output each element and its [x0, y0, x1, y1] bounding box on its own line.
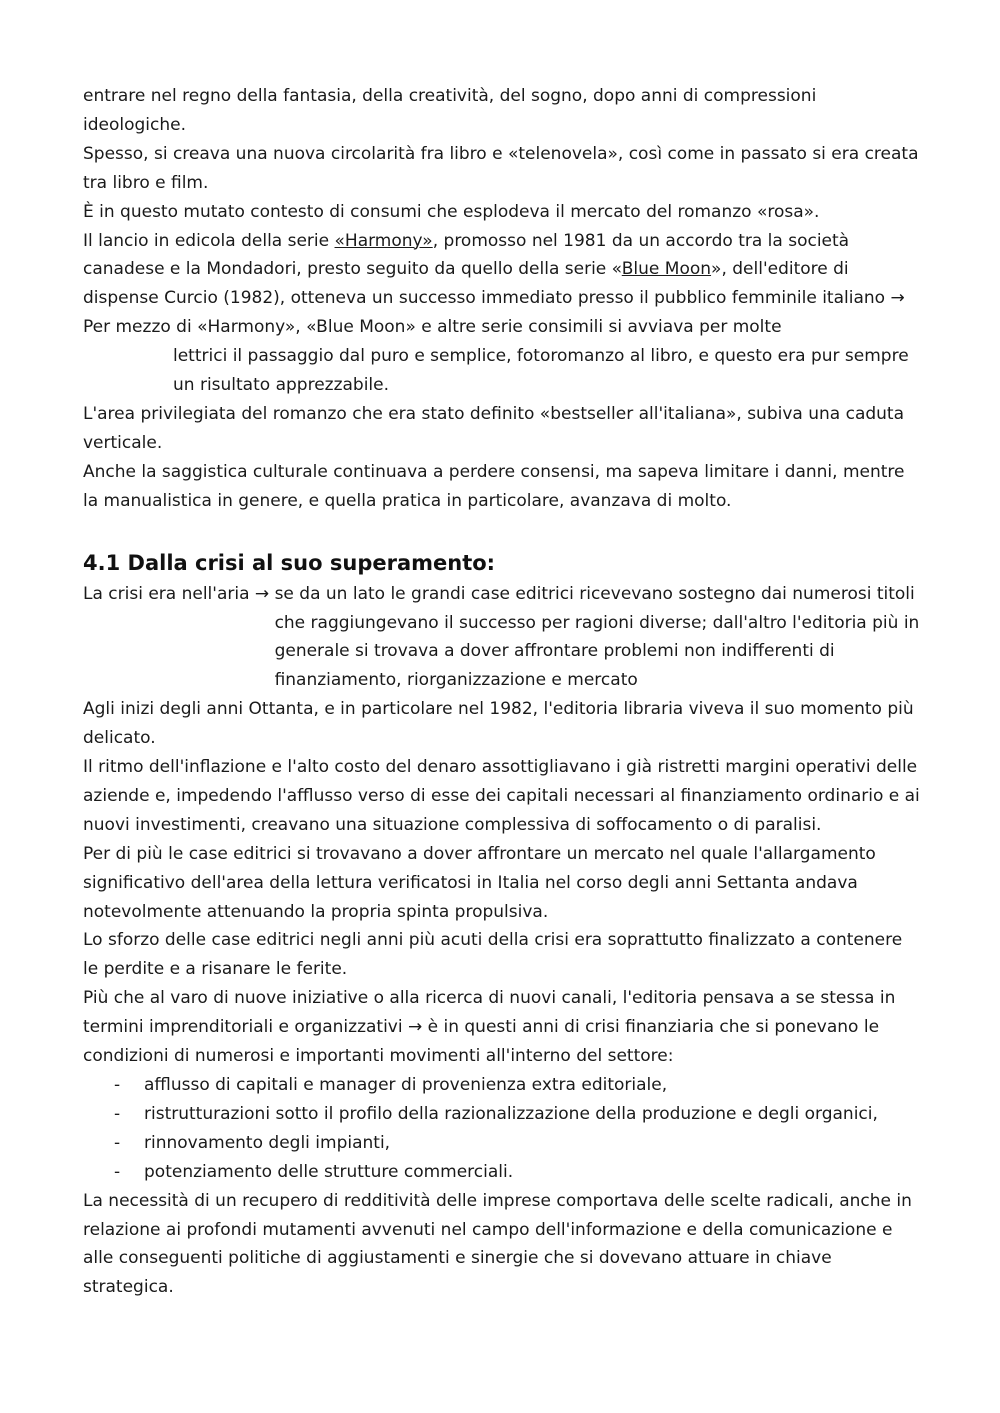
- paragraph: È in questo mutato contesto di consumi che esplodeva il mercato del romanzo «rosa».: [83, 201, 820, 222]
- text-span: , promosso nel 1981 da un accordo tra la società canadese e la Mondadori, presto seguito da quello della serie «: [83, 230, 850, 280]
- dash-bullet: -: [114, 1132, 121, 1153]
- bullet-list: [83, 1071, 920, 1187]
- text-span: Il lancio in edicola della serie: [83, 230, 335, 251]
- crisis-body: se da un lato le grandi case editrici ricevevano sostegno dai numerosi titoli che raggiungevano il successo per ragioni diverse; dall'altro l'editoria più in generale si trovava a dover affrontare problemi non indifferenti di finanziamento, riorganizzazione e mercato: [274, 583, 920, 691]
- dash-bullet: -: [114, 1161, 121, 1182]
- indented-paragraph: lettrici il passaggio dal puro e semplice, fotoromanzo al libro, e questo era pur sempre un risultato apprezzabile.: [173, 346, 909, 396]
- crisis-paragraph: [83, 580, 920, 696]
- harmony-link[interactable]: «Harmony»: [334, 230, 433, 251]
- paragraph: entrare nel regno della fantasia, della creatività, del sogno, dopo anni di compressioni ideologiche.: [83, 86, 817, 135]
- dash-bullet: -: [114, 1103, 121, 1124]
- list-item: [83, 1100, 920, 1129]
- paragraph: Più che al varo di nuove iniziative o alla ricerca di nuovi canali, l'editoria pensava a se stessa in termini imprenditoriali e organizzativi → è in questi anni di crisi finanziaria che si ponevano le condizioni di numerosi e importanti movimenti all'interno del settore:: [83, 988, 896, 1067]
- paragraph: Spesso, si creava una nuova circolarità fra libro e «telenovela», così come in passato si era creata tra libro e film.: [83, 143, 919, 193]
- section-heading: 4.1 Dalla crisi al suo superamento:: [83, 550, 496, 575]
- list-item: [83, 1158, 920, 1187]
- list-item-text: afflusso di capitali e manager di provenienza extra editoriale,: [144, 1075, 668, 1095]
- list-item: [83, 1071, 920, 1100]
- list-item-text: ristrutturazioni sotto il profilo della razionalizzazione della produzione e degli organici,: [144, 1103, 878, 1124]
- crisis-lead: La crisi era nell'aria →: [83, 583, 275, 604]
- dash-bullet: -: [114, 1075, 121, 1095]
- paragraph: Anche la saggistica culturale continuava a perdere consensi, ma sapeva limitare i danni, mentre la manualistica in genere, e quella pratica in particolare, avanzava di molto.: [83, 461, 905, 511]
- list-item: [83, 1129, 920, 1158]
- paragraph: L'area privilegiata del romanzo che era stato definito «bestseller all'italiana», subiva una caduta verticale.: [83, 403, 905, 453]
- list-item-text: potenziamento delle strutture commerciali.: [144, 1161, 514, 1182]
- text-span: », dell'editore di dispense Curcio (1982), otteneva un successo immediato presso il pubblico femminile italiano → Per mezzo di «Harmony», «Blue Moon» e altre serie consimili si avviava per molte: [83, 259, 905, 338]
- paragraph: Agli inizi degli anni Ottanta, e in particolare nel 1982, l'editoria libraria viveva il suo momento più delicato.: [83, 699, 914, 749]
- list-item-text: rinnovamento degli impianti,: [144, 1132, 391, 1153]
- paragraph: Lo sforzo delle case editrici negli anni più acuti della crisi era soprattutto finalizzato a contenere le perdite e a risanare le ferite.: [83, 930, 903, 980]
- paragraph: Il ritmo dell'inflazione e l'alto costo del denaro assottigliavano i già ristretti margini operativi delle aziende e, impedendo l'afflusso verso di esse dei capitali necessari al finanziamento ordinario e ai nuovi investimenti, creavano una situazione complessiva di soffocamento o di paralisi.: [83, 757, 920, 835]
- blue-moon-link[interactable]: Blue Moon: [621, 259, 712, 280]
- paragraph: La necessità di un recupero di redditività delle imprese comportava delle scelte radicali, anche in relazione ai profondi mutamenti avvenuti nel campo dell'informazione e della comunicazione e alle conseguenti politiche di aggiustamenti e sinergie che si dovevano attuare in chiave strategica.: [83, 1190, 912, 1298]
- paragraph: Per di più le case editrici si trovavano a dover affrontare un mercato nel quale l'allargamento significativo dell'area della lettura verificatosi in Italia nel corso degli anni Settanta andava notevolmente attenuando la propria spinta propulsiva.: [83, 843, 876, 922]
- paragraph-harmony: [83, 227, 920, 343]
